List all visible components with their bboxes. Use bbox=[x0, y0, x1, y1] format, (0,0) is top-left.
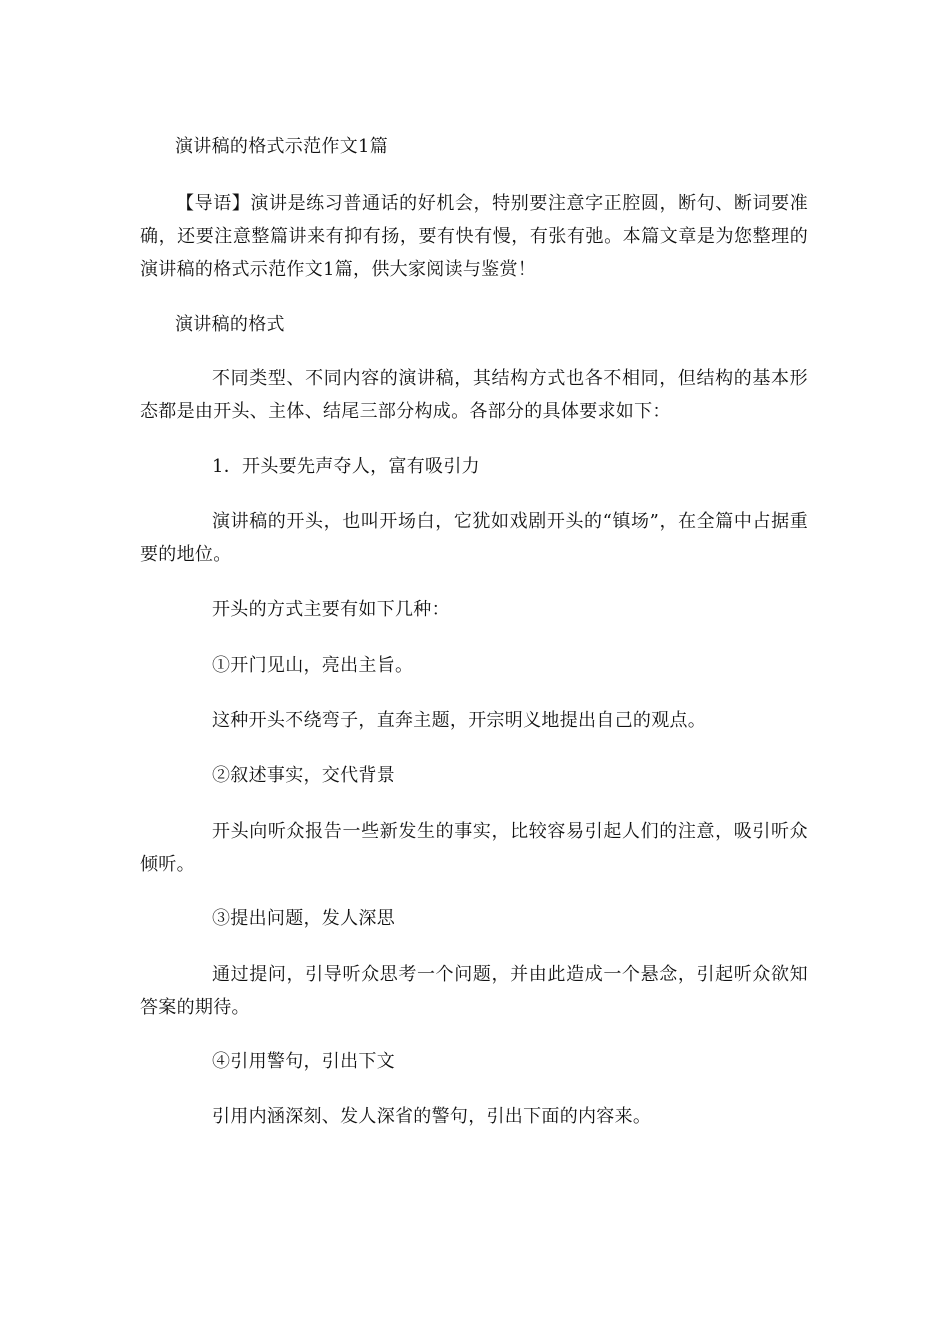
method4-title: ④引用警句，引出下文 bbox=[212, 1051, 395, 1072]
method3-title: ③提出问题，发人深思 bbox=[212, 908, 395, 929]
method2-title: ②叙述事实，交代背景 bbox=[212, 765, 395, 786]
method2-description: 开头向听众报告一些新发生的事实，比较容易引起人们的注意，吸引听众倾听。 bbox=[140, 821, 808, 875]
intro-paragraph: 【导语】演讲是练习普通话的好机会，特别要注意字正腔圆，断句、断词要准确，还要注意整篇讲来有抑有扬，要有快有慢，有张有弛。本篇文章是为您整理的演讲稿的格式示范作文1篇，供大家阅读与鉴赏！ bbox=[140, 193, 808, 280]
method3-description: 通过提问，引导听众思考一个问题，并由此造成一个悬念，引起听众欲知答案的期待。 bbox=[140, 964, 808, 1018]
point1-heading: 1．开头要先声夺人，富有吸引力 bbox=[212, 456, 480, 477]
method4-description: 引用内涵深刻、发人深省的警句，引出下面的内容来。 bbox=[212, 1106, 652, 1127]
document-title: 演讲稿的格式示范作文1篇 bbox=[175, 136, 389, 157]
method1-description: 这种开头不绕弯子，直奔主题，开宗明义地提出自己的观点。 bbox=[212, 710, 707, 731]
structure-paragraph: 不同类型、不同内容的演讲稿，其结构方式也各不相同，但结构的基本形态都是由开头、主体、结尾三部分构成。各部分的具体要求如下： bbox=[140, 368, 808, 422]
methods-intro: 开头的方式主要有如下几种： bbox=[212, 599, 450, 620]
point1-paragraph: 演讲稿的开头，也叫开场白，它犹如戏剧开头的“镇场”，在全篇中占据重要的地位。 bbox=[140, 511, 808, 565]
section-heading: 演讲稿的格式 bbox=[175, 314, 285, 335]
method1-title: ①开门见山，亮出主旨。 bbox=[212, 655, 414, 676]
